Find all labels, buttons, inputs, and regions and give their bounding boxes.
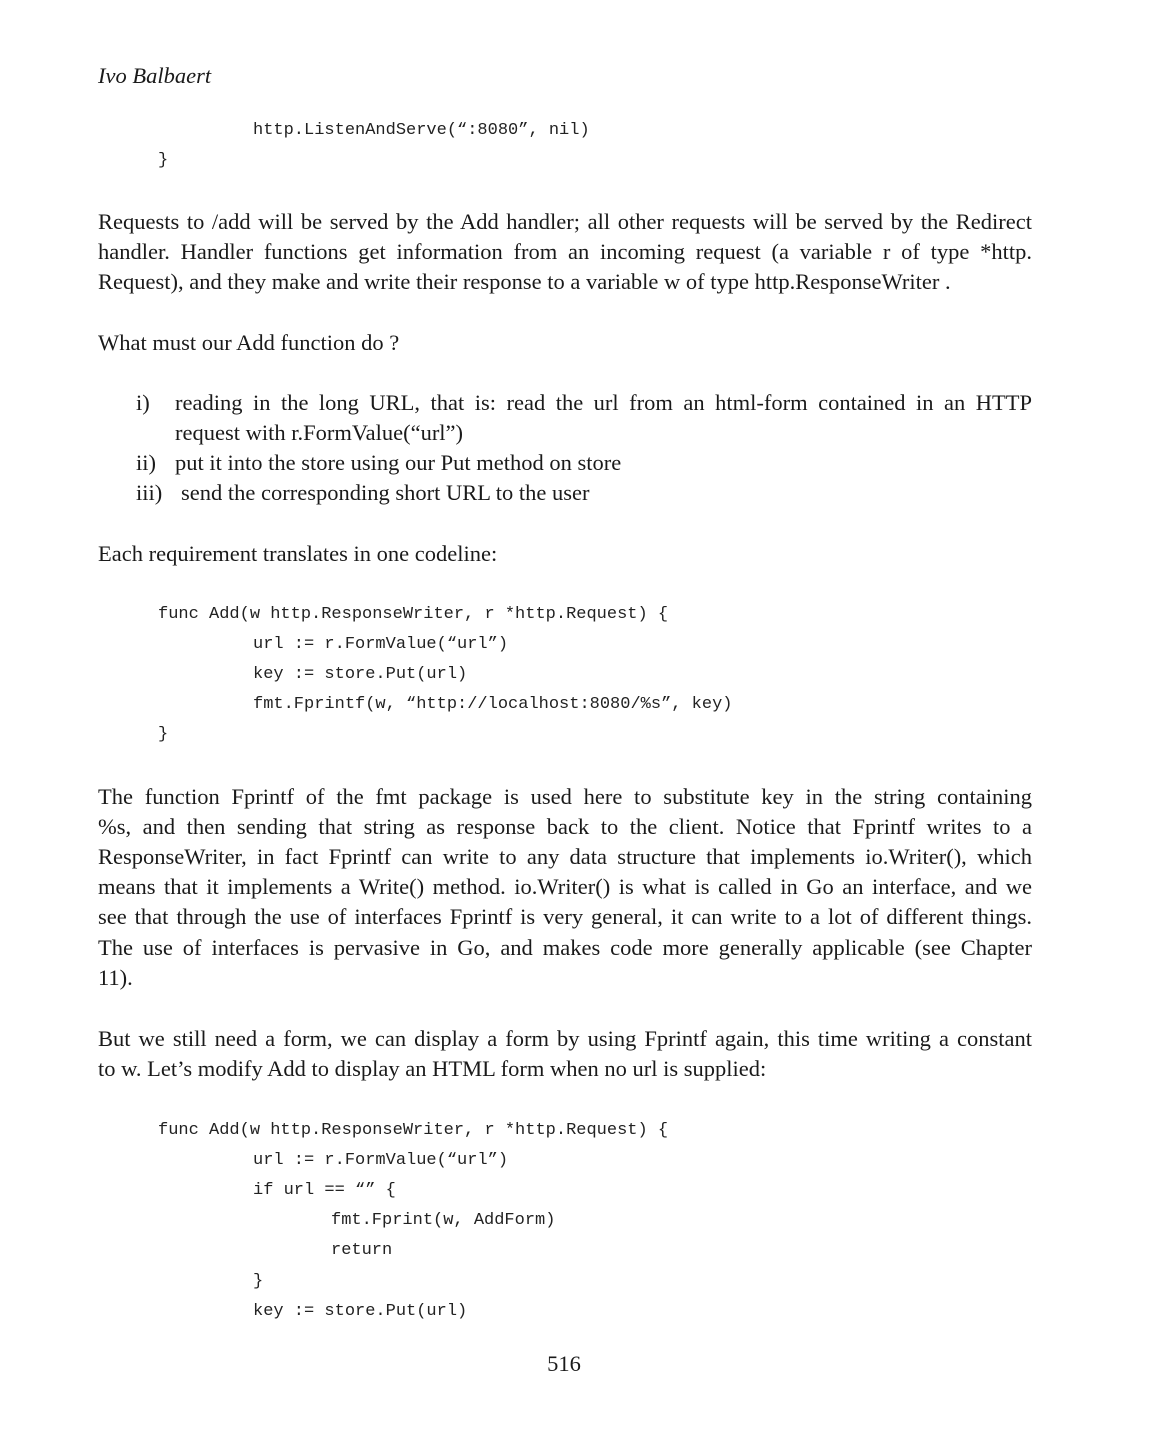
paragraph-line: ResponseWriter, in fact Fprintf can write to any data structure that implements io.Writer(), which <box>98 844 1032 870</box>
code-line: } <box>158 725 169 745</box>
paragraph-line: means that it implements a Write() method. io.Writer() is what is called in Go an interface, and we <box>98 874 1032 900</box>
paragraph-line: Request), and they make and write their response to a variable w of type http.ResponseWriter . <box>98 269 951 295</box>
paragraph-line: to w. Let’s modify Add to display an HTML form when no url is supplied: <box>98 1056 767 1082</box>
paragraph-line: What must our Add function do ? <box>98 330 400 355</box>
list-marker: ii) <box>136 450 156 476</box>
paragraph-line: The function Fprintf of the fmt package is used here to substitute key in the string containing <box>98 784 1032 809</box>
paragraph-line: see that through the use of interfaces Fprintf is very general, it can write to a lot of different things. <box>98 904 1032 930</box>
code-line: fmt.Fprintf(w, “http://localhost:8080/%s”, key) <box>253 695 733 715</box>
code-line: key := store.Put(url) <box>253 665 468 685</box>
code-line: url := r.FormValue(“url”) <box>253 1151 509 1171</box>
list-marker: iii) <box>136 480 163 506</box>
code-line: fmt.Fprint(w, AddForm) <box>331 1211 556 1231</box>
paragraph-line: But we still need a form, we can display a form by using Fprintf again, this time writing a constant <box>98 1026 1032 1051</box>
list-item-line: put it into the store using our Put method on store <box>175 450 622 476</box>
list-item-line: request with r.FormValue(“url”) <box>175 420 464 446</box>
list-marker: i) <box>136 390 150 415</box>
code-line: return <box>331 1241 393 1261</box>
paragraph-line: %s, and then sending that string as response back to the client. Notice that Fprintf writes to a <box>98 814 1032 840</box>
code-line: } <box>158 151 169 171</box>
paragraph-line: Each requirement translates in one codeline: <box>98 541 498 566</box>
code-line: if url == “” { <box>253 1181 396 1201</box>
code-line: url := r.FormValue(“url”) <box>253 635 509 655</box>
paragraph-line: handler. Handler functions get information from an incoming request (a variable r of type *http. <box>98 239 1032 265</box>
code-line: func Add(w http.ResponseWriter, r *http.Request) { <box>158 1121 669 1140</box>
code-line: func Add(w http.ResponseWriter, r *http.Request) { <box>158 605 669 624</box>
code-line: http.ListenAndServe(“:8080”, nil) <box>253 121 590 140</box>
page-number: 516 <box>547 1351 581 1376</box>
paragraph-line: 11). <box>98 964 133 990</box>
list-item-line: reading in the long URL, that is: read the url from an html-form contained in an HTTP <box>175 390 1032 415</box>
paragraph-line: The use of interfaces is pervasive in Go, and makes code more generally applicable (see Chapter <box>98 934 1032 960</box>
running-header-author: Ivo Balbaert <box>98 63 212 88</box>
code-line: key := store.Put(url) <box>253 1301 468 1321</box>
code-line: } <box>253 1271 264 1291</box>
list-item-line: send the corresponding short URL to the user <box>181 480 590 506</box>
paragraph-line: Requests to /add will be served by the Add handler; all other requests will be served by the Redirect <box>98 209 1032 234</box>
